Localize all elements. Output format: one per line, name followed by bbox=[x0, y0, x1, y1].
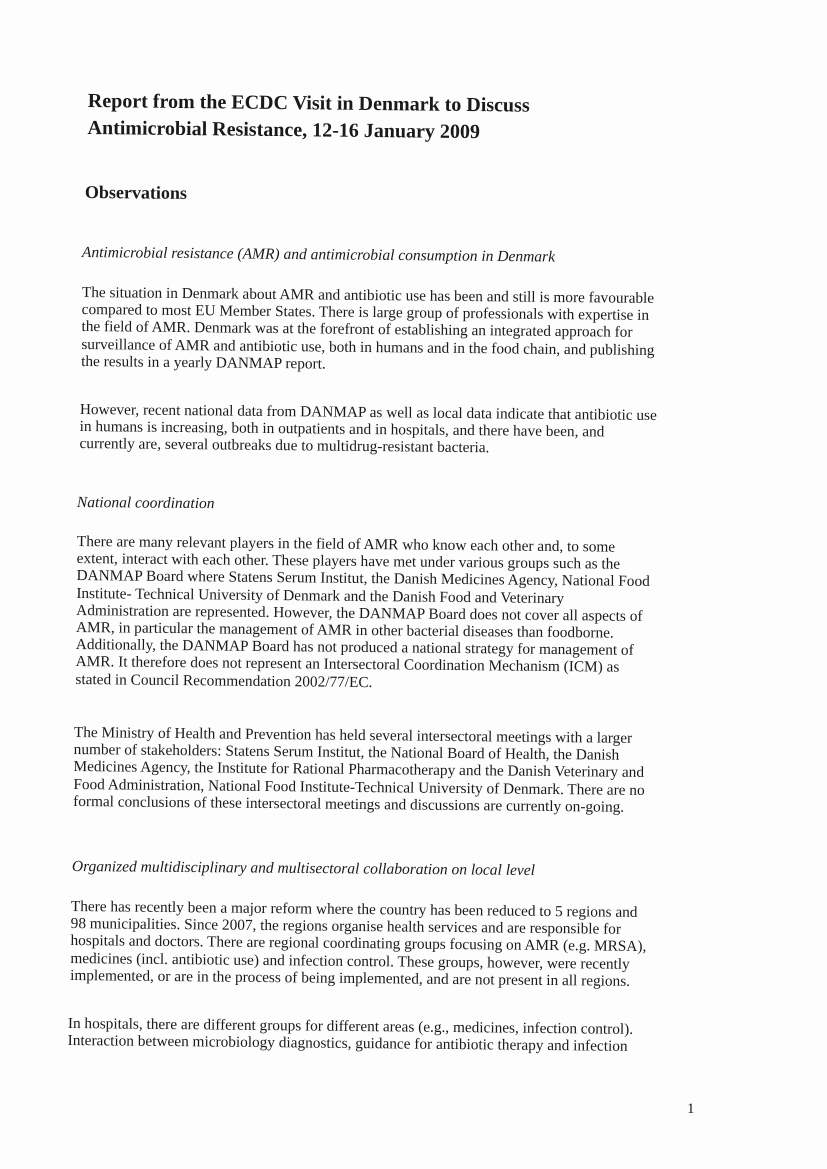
text-line: extent, interact with each other. These players have met under various groups such as the bbox=[76, 550, 621, 573]
document-title bbox=[87, 88, 708, 148]
page-number: 1 bbox=[687, 1101, 695, 1117]
paragraph bbox=[75, 533, 650, 694]
text-line: There has recently been a major reform where the country has been reduced to 5 regions and bbox=[70, 898, 638, 921]
text-line: in humans is increasing, both in outpatients and in hospitals, and there have been, and bbox=[79, 418, 605, 441]
text-line: Interaction between microbiology diagnostics, guidance for antibiotic therapy and infection bbox=[67, 1032, 628, 1056]
text-line: Food Administration, National Food Institute-Technical University of Denmark. There are no bbox=[73, 775, 645, 799]
text-line: 98 municipalities. Since 2007, the regions organise health services and are responsible for bbox=[70, 915, 622, 938]
text-line: number of stakeholders: Statens Serum Institut, the National Board of Health, the Danish bbox=[73, 741, 620, 764]
text-line: The situation in Denmark about AMR and antibiotic use has been and still is more favourable bbox=[81, 284, 655, 307]
title-line: Antimicrobial Resistance, 12-16 January 2009 bbox=[87, 116, 481, 144]
text-line: AMR. It therefore does not represent an Intersectoral Coordination Mechanism (ICM) as bbox=[75, 653, 620, 677]
text-line: surveillance of AMR and antibiotic use, both in humans and in the food chain, and publishing bbox=[81, 335, 655, 359]
subheading-national-coordination: National coordination bbox=[76, 494, 215, 513]
text-line: The Ministry of Health and Prevention has held several intersectoral meetings with a larger bbox=[73, 724, 633, 747]
text-line: There are many relevant players in the field of AMR who know each other and, to some bbox=[76, 533, 616, 556]
text-line: medicines (incl. antibiotic use) and infection control. These groups, however, were recently bbox=[70, 949, 630, 973]
text-line: Institute- Technical University of Denmark and the Danish Food and Veterinary bbox=[76, 584, 565, 607]
text-line: DANMAP Board where Statens Serum Institut, the Danish Medicines Agency, National Food bbox=[76, 567, 650, 591]
paragraph bbox=[79, 401, 656, 459]
paragraph bbox=[68, 1015, 634, 1055]
text-line: Additionally, the DANMAP Board has not produced a national strategy for management of bbox=[75, 636, 634, 660]
text-line: implemented, or are in the process of being implemented, and are not present in all regions. bbox=[70, 966, 631, 990]
text-line: Administration are represented. However, the DANMAP Board does not cover all aspects of bbox=[76, 601, 643, 625]
section-heading-observations: Observations bbox=[84, 182, 188, 203]
text-line: currently are, several outbreaks due to multidrug-resistant bacteria. bbox=[79, 435, 490, 457]
text-line: However, recent national data from DANMAP as well as local data indicate that antibiotic use bbox=[79, 401, 657, 425]
text-line: the field of AMR. Denmark was at the forefront of establishing an integrated approach for bbox=[81, 318, 633, 342]
text-line: AMR, in particular the management of AMR in other bacterial diseases than foodborne. bbox=[75, 619, 614, 642]
paragraph bbox=[70, 898, 647, 990]
paragraph bbox=[81, 284, 655, 376]
subheading-local-collaboration: Organized multidisciplinary and multisectoral collaboration on local level bbox=[71, 858, 536, 880]
paragraph bbox=[73, 724, 645, 816]
text-line: compared to most EU Member States. There is large group of professionals with expertise in bbox=[81, 301, 650, 325]
text-line: hospitals and doctors. There are regional coordinating groups focusing on AMR (e.g. MRSA), bbox=[70, 932, 647, 956]
text-line: stated in Council Recommendation 2002/77/EC. bbox=[75, 670, 373, 691]
text-line: the results in a yearly DANMAP report. bbox=[81, 352, 326, 373]
text-line: Medicines Agency, the Institute for Rational Pharmacotherapy and the Danish Veterinary and bbox=[73, 758, 645, 782]
text-line: In hospitals, there are different groups for different areas (e.g., medicines, infection control). bbox=[67, 1015, 634, 1038]
text-line: formal conclusions of these intersectoral meetings and discussions are currently on-going. bbox=[73, 792, 625, 816]
subheading-amr-consumption: Antimicrobial resistance (AMR) and antimicrobial consumption in Denmark bbox=[81, 244, 556, 266]
title-line: Report from the ECDC Visit in Denmark to Discuss bbox=[87, 89, 530, 117]
